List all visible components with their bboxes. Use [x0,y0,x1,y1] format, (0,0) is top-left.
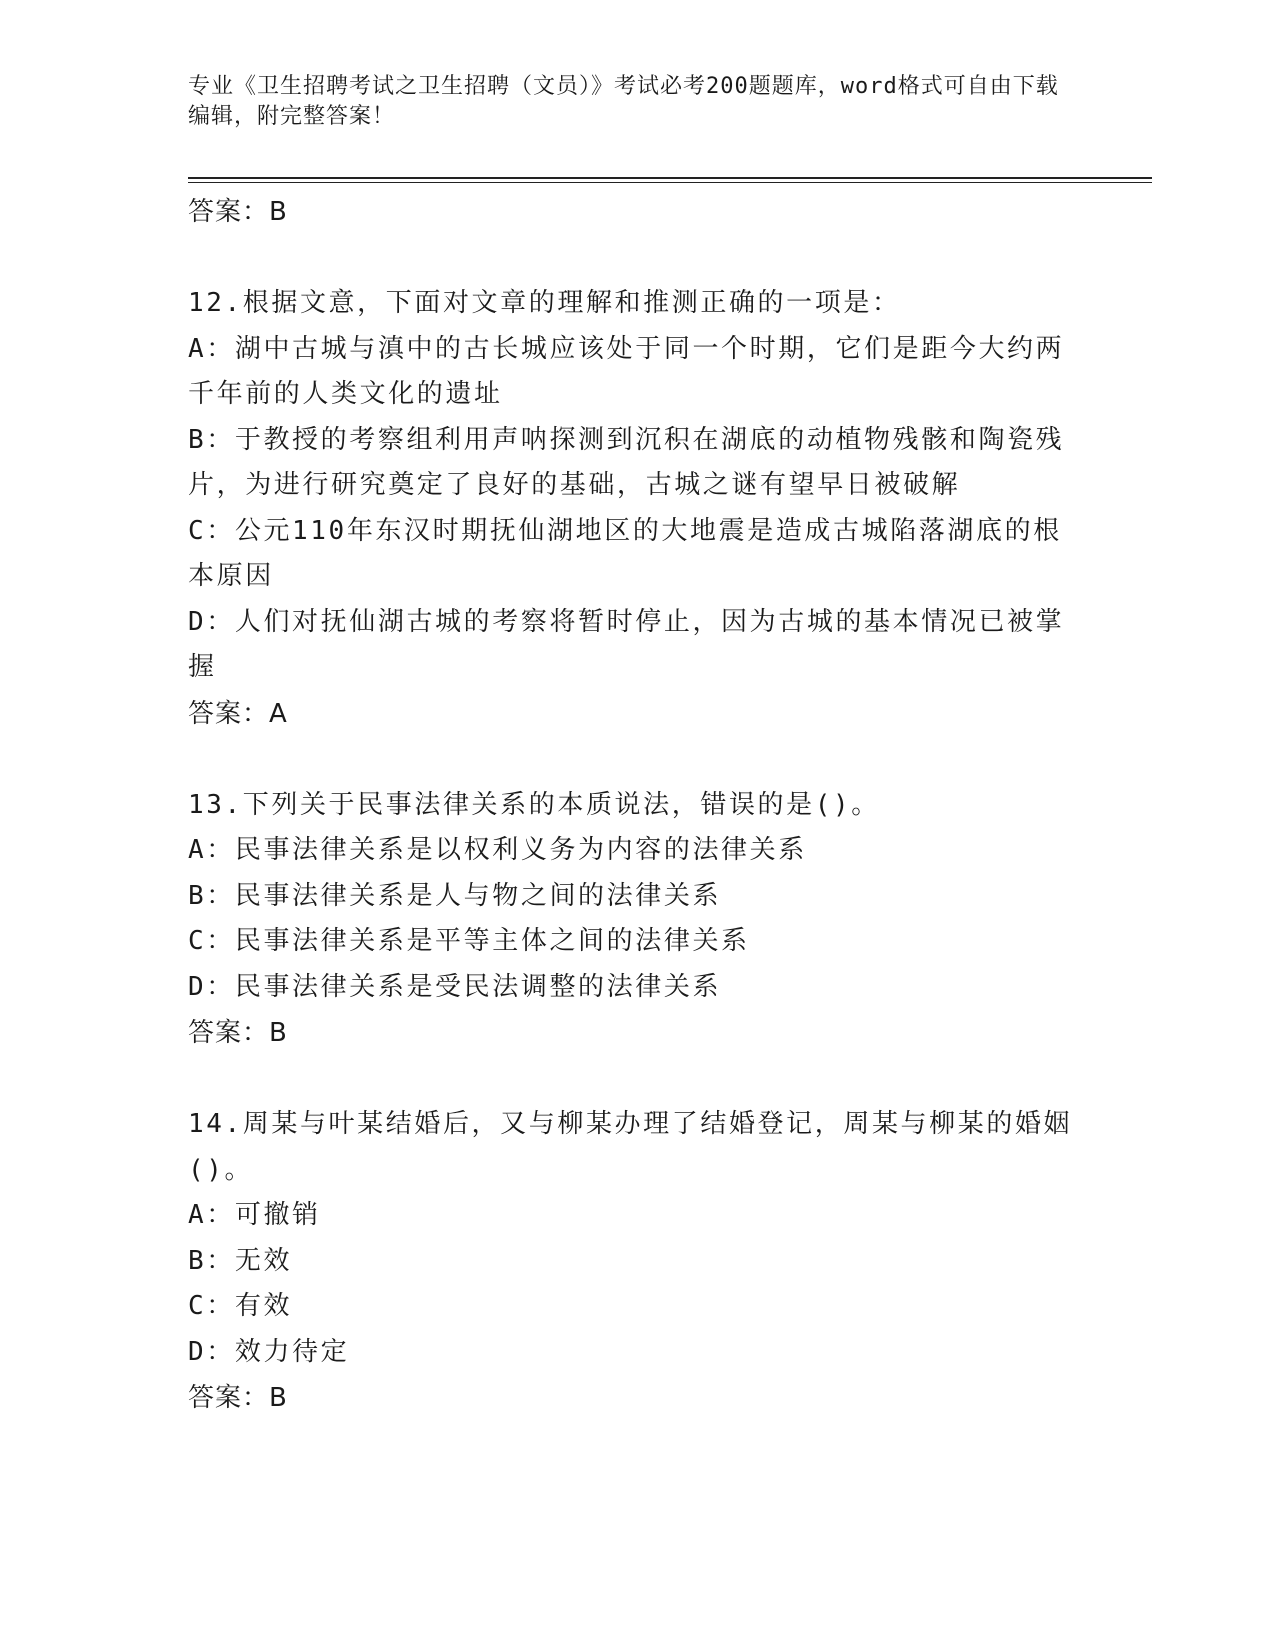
option-a: A：湖中古城与滇中的古长城应该处于同一个时期，它们是距今大约两千年前的人类文化的遗址 [188,333,1065,409]
answer-line: 答案：B [188,1383,288,1413]
option-b: B：无效 [188,1245,293,1276]
question-14 [188,1102,1088,1421]
question-stem: 12.根据文意，下面对文章的理解和推测正确的一项是： [188,288,901,318]
option-b: B：于教授的考察组利用声呐探测到沉积在湖底的动植物残骸和陶瓷残片，为进行研究奠定了良好的基础，古城之谜有望早日被破解 [188,424,1065,500]
option-d: D：效力待定 [188,1336,350,1367]
document-body [188,189,1088,1421]
option-a: A：可撤销 [188,1200,321,1230]
answer-line: 答案：B [188,1018,288,1048]
previous-answer: 答案：B [188,197,288,227]
question-stem: 13.下列关于民事法律关系的本质说法，错误的是()。 [188,789,880,820]
question-stem: 14.周某与叶某结婚后，又与柳某办理了结婚登记，周某与柳某的婚姻()。 [188,1109,1073,1185]
option-d: D：民事法律关系是受民法调整的法律关系 [188,971,722,1002]
option-c: C：公元110年东汉时期抚仙湖地区的大地震是造成古城陷落湖底的根本原因 [188,515,1062,591]
option-c: C：有效 [188,1291,293,1321]
header-divider-thick [188,177,1152,179]
option-b: B：民事法律关系是人与物之间的法律关系 [188,880,722,911]
option-d: D：人们对抚仙湖古城的考察将暂时停止，因为古城的基本情况已被掌握 [188,606,1065,682]
answer-line: 答案：A [188,698,288,729]
option-a: A：民事法律关系是以权利义务为内容的法律关系 [188,835,807,865]
document-header: 专业《卫生招聘考试之卫生招聘（文员）》考试必考200题题库，word格式可自由下载编辑，附完整答案！ [188,74,1059,129]
header-divider-thin [188,182,1152,183]
question-12 [188,281,1088,737]
question-13 [188,783,1088,1057]
option-c: C：民事法律关系是平等主体之间的法律关系 [188,926,750,956]
